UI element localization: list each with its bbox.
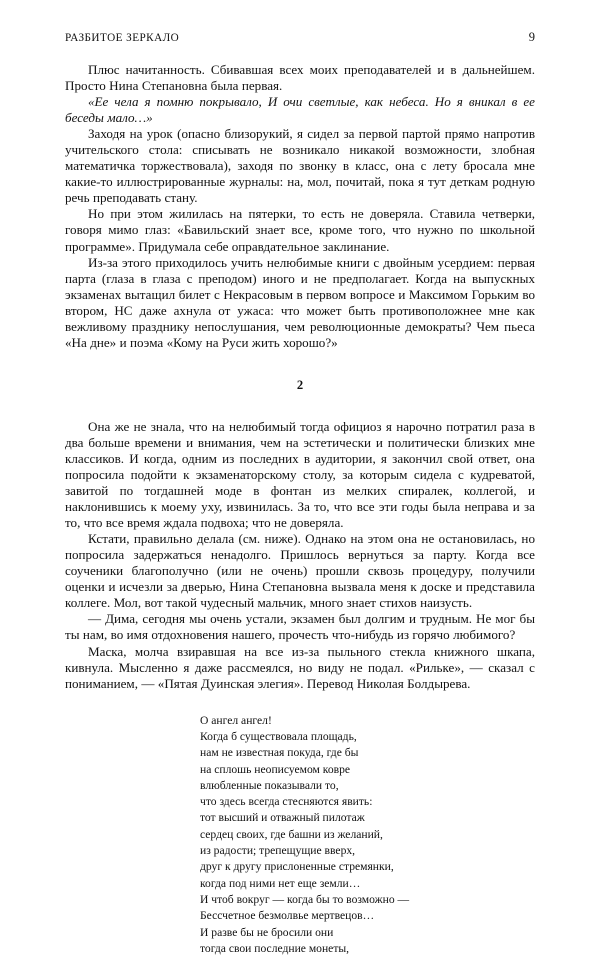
- paragraph: Из-за этого приходилось учить нелюбимые книги с двойным усердием: первая парта (глаза в глаза с преподом) иного и не предполагает. Когда на выпускных экзаменах вытащил билет с Некрасовым в первом вопросе и Максимом Горьким во втором, НС даже ахнула от ужаса: что может быть противоположнее мне как вежливому празднику непослушания, чем революционные демократы? Чем пьеса «На дне» и поэма «Кому на Руси жить хорошо?»: [65, 254, 535, 350]
- verse-quotation: [65, 692, 535, 957]
- paragraph: Маска, молча взиравшая на все из-за пыльного стекла книжного шкапа, кивнула. Мысленно я даже рассмеялся, но виду не подал. «Рильке», — сказал с пониманием, — «Пятая Дуинская элегия». Перевод Николая Болдырева.: [65, 643, 535, 691]
- verse-line: сердец своих, где башни из желаний,: [200, 827, 383, 841]
- paragraph-epigraph: «Ее чела я помню покрывало, И очи светлые, как небеса. Но я вникал в ее беседы мало…»: [65, 94, 535, 126]
- paragraph: Но при этом жилилась на пятерки, то есть не доверяла. Ставила четверки, говоря мимо глаз: «Бавильский знает все, кроме того, что нужно по школьной программе». Придумала себе оправдательное заклинание.: [65, 206, 535, 254]
- page-number: 9: [528, 30, 535, 44]
- verse-line: нам не известная покуда, где бы: [200, 746, 359, 760]
- verse-line: тогда свои последние монеты,: [200, 941, 350, 955]
- paragraph: Плюс начитанность. Сбивавшая всех моих преподавателей и в дальнейшем. Просто Нина Степановна была первая.: [65, 62, 535, 94]
- verse-line: И чтоб вокруг — когда бы то возможно —: [200, 892, 410, 906]
- verse-line: И разве бы не бросили они: [200, 925, 334, 939]
- paragraph: Кстати, правильно делала (см. ниже). Однако на этом она не остановилась, но попросила задержаться ненадолго. Пришлось вернуться за парту. Когда все соученики благополучно (или не очень) прошли сквозь процедуру, получили оценки и исчезли за дверью, Нина Степановна вызвала меня к доске и представила коллеге. Мол, вот такой чудесный мальчик, много знает стихов наизусть.: [65, 531, 535, 611]
- verse-line: влюбленные показывали то,: [200, 778, 339, 792]
- verse-line: на сплошь неописуемом ковре: [200, 762, 351, 776]
- section-number: 2: [296, 377, 304, 392]
- running-head: [65, 30, 535, 45]
- verse-line: тот высший и отважный пилотаж: [200, 811, 365, 825]
- paragraph-dialogue: — Дима, сегодня мы очень устали, экзамен был долгим и трудным. Не мог бы ты нам, во имя отдохновения нашего, прочесть что-нибудь из горячо любимого?: [65, 611, 535, 643]
- paragraph: Заходя на урок (опасно близорукий, я сидел за первой партой прямо напротив учительского стола: списывать не возникало никакой возможности, злобная математичка торжествовала), заходя по звонку в класс, она с лету бросала мне какие-то иллюстрированные журналы: на, мол, почитай, пока я тут деткам родную речь преподавать стану.: [65, 126, 535, 206]
- paragraph: Она же не знала, что на нелюбимый тогда официоз я нарочно потратил раза в два больше времени и внимания, чем на эстетически и политически близких мне классиков. И когда, одним из последних в аудитории, я закончил свой ответ, она попросила подойти к экзаменаторскому столу, за которым сидела с кудреватой, завитой по тогдашней моде в фонтан из мелких спиралек, коллегой, и наклонившись к моему уху, извинилась. За то, что все эти годы была неправа и за то, что все время ждала подвоха; что не доверяла.: [65, 418, 535, 531]
- verse-line: что здесь всегда стесняются явить:: [200, 795, 373, 809]
- verse-line: Бессчетное безмолвье мертвецов…: [200, 909, 375, 923]
- verse-line: из радости; трепещущие вверх,: [200, 844, 356, 858]
- verse-line: О ангел ангел!: [200, 713, 272, 727]
- running-head-title: РАЗБИТОЕ ЗЕРКАЛО: [65, 32, 180, 44]
- verse-line: друг к другу прислоненные стремянки,: [200, 860, 394, 874]
- text-block: [65, 62, 535, 957]
- verse-line: когда под ними нет еще земли…: [200, 876, 361, 890]
- verse-line: Когда б существовала площадь,: [200, 729, 357, 743]
